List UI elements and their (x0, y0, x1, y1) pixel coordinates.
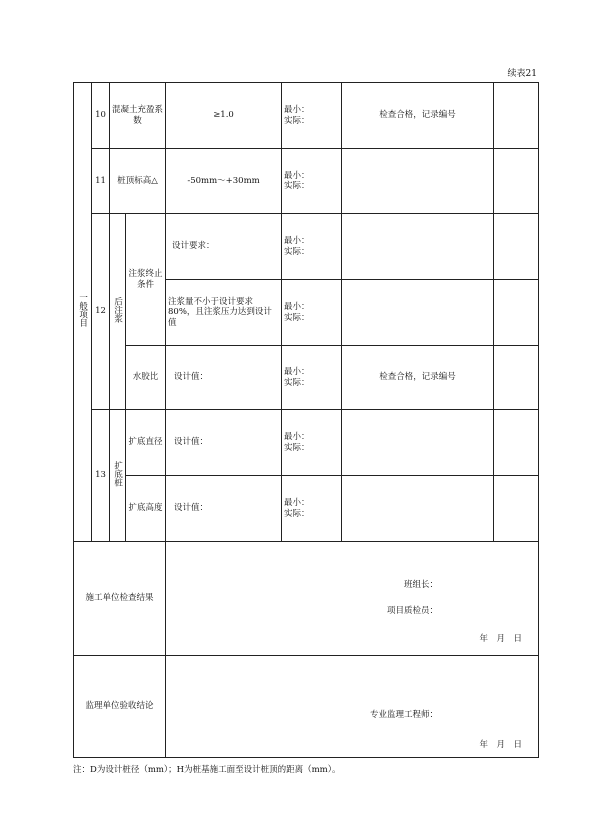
min-label: 最小： (284, 302, 310, 313)
construction-date: 年 月 日 (479, 634, 523, 644)
table-row (74, 214, 539, 280)
actual-label: 实际： (284, 312, 310, 323)
item-number: 13 (92, 410, 110, 542)
sub-item-bell-diameter: 扩底直径 (126, 410, 166, 476)
standard-value: 注浆量不小于设计要求80%，且注浆压力达到设计值 (166, 280, 282, 346)
supervising-engineer-label: 专业监理工程师： (370, 710, 439, 720)
table-row (74, 476, 539, 542)
table-row (74, 346, 539, 410)
table-row (74, 542, 539, 656)
min-actual-cell[interactable] (282, 83, 342, 149)
section-general-items: 一般项目 (74, 83, 92, 542)
min-actual-cell[interactable] (282, 149, 342, 214)
team-leader-label: 班组长： (404, 580, 439, 590)
min-actual-cell[interactable] (282, 280, 342, 346)
actual-label: 实际： (284, 115, 310, 126)
min-actual-cell[interactable] (282, 346, 342, 410)
construction-unit-label: 施工单位检查结果 (74, 542, 166, 656)
table-row (74, 83, 539, 149)
supervision-signature-area[interactable] (166, 656, 539, 758)
standard-value: 设计值： (166, 410, 282, 476)
actual-label: 实际： (284, 181, 310, 191)
sub-item-bell-height: 扩底高度 (126, 476, 166, 542)
item-number: 12 (92, 214, 110, 410)
min-label: 最小： (284, 105, 310, 116)
min-actual-cell[interactable] (282, 214, 342, 280)
result-cell[interactable] (494, 214, 539, 280)
group-post-grouting: 后注浆 (110, 214, 126, 410)
continuation-label: 续表21 (507, 69, 537, 79)
result-cell[interactable] (494, 149, 539, 214)
construction-signature-area[interactable] (166, 542, 539, 656)
min-label: 最小： (284, 432, 310, 443)
item-number: 10 (92, 83, 110, 149)
result-cell[interactable] (494, 410, 539, 476)
min-label: 最小： (284, 170, 310, 181)
check-record[interactable]: 检查合格，记录编号 (342, 83, 494, 149)
standard-value: -50mm～+30mm (166, 149, 282, 214)
result-cell[interactable] (494, 346, 539, 410)
min-actual-cell[interactable] (282, 476, 342, 542)
min-label: 最小： (284, 367, 310, 378)
qc-inspector-label: 项目质检员： (387, 606, 439, 616)
inspection-table (73, 82, 539, 758)
group-belled-pile: 扩底桩 (110, 410, 126, 542)
table-row (74, 656, 539, 758)
standard-value: ≥1.0 (166, 83, 282, 149)
item-name: 混凝土充盈系数 (110, 83, 166, 149)
table-row (74, 149, 539, 214)
supervision-unit-label: 监理单位验收结论 (74, 656, 166, 758)
actual-label: 实际： (284, 246, 310, 257)
actual-label: 实际： (284, 377, 310, 388)
item-name: 桩顶标高△ (110, 149, 166, 214)
check-record[interactable] (342, 410, 494, 476)
result-cell[interactable] (494, 476, 539, 542)
min-label: 最小： (284, 498, 310, 509)
table-row (74, 410, 539, 476)
item-number: 11 (92, 149, 110, 214)
supervision-date: 年 月 日 (479, 740, 523, 750)
standard-value: 设计值： (166, 476, 282, 542)
sub-item-grouting-stop: 注浆终止条件 (126, 214, 166, 346)
sub-item-water-binder: 水胶比 (126, 346, 166, 410)
check-record[interactable] (342, 476, 494, 542)
result-cell[interactable] (494, 280, 539, 346)
standard-value: 设计值： (166, 346, 282, 410)
check-record[interactable] (342, 280, 494, 346)
standard-value: 设计要求： (166, 214, 282, 280)
footnote: 注：D为设计桩径（mm）；H为桩基施工面至设计桩顶的距离（mm）。 (73, 765, 341, 775)
check-record[interactable] (342, 214, 494, 280)
result-cell[interactable] (494, 83, 539, 149)
check-record[interactable]: 检查合格，记录编号 (342, 346, 494, 410)
actual-label: 实际： (284, 508, 310, 519)
actual-label: 实际： (284, 442, 310, 453)
min-actual-cell[interactable] (282, 410, 342, 476)
min-label: 最小： (284, 236, 310, 247)
check-record[interactable] (342, 149, 494, 214)
